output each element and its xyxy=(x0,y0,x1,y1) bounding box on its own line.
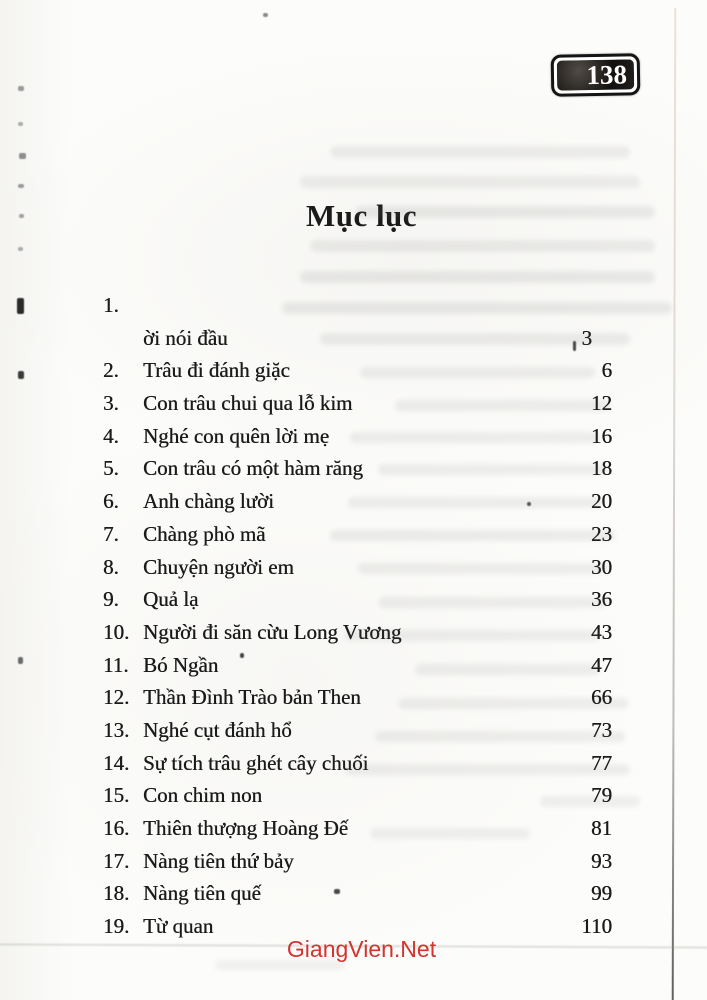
toc-entry-number: 1. xyxy=(103,293,119,317)
toc-entry-number xyxy=(103,322,143,355)
toc-entry-title: Chuyện người em xyxy=(143,554,294,579)
toc-entry-title: Quả lạ xyxy=(143,587,199,612)
toc-row xyxy=(103,387,612,420)
toc-entry-page: 12 xyxy=(591,391,612,416)
toc-entry-title: Con chim non xyxy=(143,783,262,808)
scan-speck xyxy=(18,657,23,664)
toc-row xyxy=(103,485,612,518)
toc-entry-number: 13. xyxy=(103,717,130,742)
toc-entry-number: 12. xyxy=(103,685,130,710)
toc-entry-page: 93 xyxy=(591,848,612,873)
toc-entry-title: Người đi săn cừu Long Vương xyxy=(143,619,402,644)
scan-speck xyxy=(18,371,24,379)
toc-entry-number: 10. xyxy=(103,619,130,644)
toc-entry-number: 9. xyxy=(103,587,119,612)
scan-speck xyxy=(19,153,26,159)
toc-row xyxy=(103,779,612,812)
bleed-through-text-smudge xyxy=(310,240,655,252)
page-number-badge xyxy=(551,53,641,97)
toc-row xyxy=(103,289,612,322)
toc-entry-page: 66 xyxy=(591,685,612,710)
toc-entry-title: Con trâu chui qua lỗ kim xyxy=(143,391,353,416)
toc-list xyxy=(103,289,612,943)
toc-row xyxy=(103,616,612,649)
toc-entry-title: Con trâu có một hàm răng xyxy=(143,456,363,481)
toc-entry-page: 30 xyxy=(591,554,612,579)
toc-entry-page: 81 xyxy=(591,816,612,840)
toc-entry-page: 3 xyxy=(581,325,592,350)
toc-entry-page: 23 xyxy=(591,521,612,546)
toc-row xyxy=(103,354,612,387)
scan-speck xyxy=(18,86,24,91)
toc-entry-number: 6. xyxy=(103,489,119,514)
toc-row xyxy=(103,877,612,910)
toc-entry-title: ời nói đầu xyxy=(143,325,228,350)
page-edge-scan-line xyxy=(672,8,677,1000)
scan-speck xyxy=(263,13,268,17)
toc-entry-title: Nàng tiên quế xyxy=(143,881,261,906)
toc-entry-title xyxy=(143,289,568,322)
page-title: Mục lục xyxy=(305,198,418,233)
toc-row xyxy=(103,452,612,485)
toc-row xyxy=(103,322,612,355)
toc-entry-page: 16 xyxy=(591,423,612,448)
toc-entry-page: 47 xyxy=(591,652,612,677)
toc-entry-number: 15. xyxy=(103,783,130,808)
toc-row xyxy=(103,845,612,878)
toc-entry-number: 16. xyxy=(103,816,130,840)
toc-row xyxy=(103,518,612,551)
scan-speck xyxy=(18,122,23,126)
toc-entry-page: 6 xyxy=(601,358,612,383)
watermark: GiangVien.Net xyxy=(286,936,437,962)
toc-entry-title: Nghé con quên lời mẹ xyxy=(143,423,330,448)
toc-entry-title: Bó Ngần xyxy=(143,652,219,677)
toc-row xyxy=(103,420,612,453)
toc-entry-page xyxy=(568,289,612,322)
toc-entry-page: 110 xyxy=(581,914,612,939)
bleed-through-text-smudge xyxy=(330,146,630,158)
toc-row xyxy=(103,551,612,584)
toc-entry-number: 8. xyxy=(103,554,119,579)
toc-entry-page: 73 xyxy=(591,717,612,742)
toc-entry-number: 2. xyxy=(103,358,119,383)
toc-entry-title: Sự tích trâu ghét cây chuối xyxy=(143,750,369,775)
toc-entry-number: 19. xyxy=(103,914,130,939)
toc-row xyxy=(103,747,612,780)
toc-row xyxy=(103,812,612,845)
scan-speck xyxy=(17,298,24,314)
toc-entry-page: 36 xyxy=(591,587,612,612)
bleed-through-text-smudge xyxy=(300,271,655,283)
toc-row xyxy=(103,681,612,714)
toc-entry-title: Anh chàng lười xyxy=(143,489,274,514)
toc-entry-title: Từ quan xyxy=(143,914,214,939)
toc-row xyxy=(103,583,612,616)
toc-entry-number: 3. xyxy=(103,391,119,416)
toc-row xyxy=(103,714,612,747)
page-number: 138 xyxy=(557,59,635,90)
toc-entry-page: 43 xyxy=(591,619,612,644)
toc-entry-title: Nghé cụt đánh hổ xyxy=(143,717,292,742)
toc-entry-title: Trâu đi đánh giặc xyxy=(143,358,290,383)
toc-entry-number: 7. xyxy=(103,521,119,546)
toc-entry-number: 14. xyxy=(103,750,130,775)
scan-speck xyxy=(18,184,24,188)
toc-entry-number: 18. xyxy=(103,881,130,906)
toc-entry-page: 99 xyxy=(591,881,612,906)
toc-entry-title: Thiên thượng Hoàng Đế xyxy=(143,816,349,840)
toc-entry-page: 79 xyxy=(591,783,612,808)
toc-entry-page: 77 xyxy=(591,750,612,775)
toc-entry-number: 11. xyxy=(103,652,129,677)
toc-entry-page: 20 xyxy=(591,489,612,514)
toc-entry-page: 18 xyxy=(591,456,612,481)
toc-entry-number: 5. xyxy=(103,456,119,481)
toc-entry-number: 17. xyxy=(103,848,130,873)
toc-row xyxy=(103,649,612,682)
toc-entry-number: 4. xyxy=(103,423,119,448)
scan-speck xyxy=(18,247,23,251)
bleed-through-text-smudge xyxy=(300,176,640,188)
toc-entry-title: Thần Đình Trào bản Then xyxy=(143,685,361,710)
toc-entry-title: Chàng phò mã xyxy=(143,521,266,546)
toc-entry-title: Nàng tiên thứ bảy xyxy=(143,848,294,873)
